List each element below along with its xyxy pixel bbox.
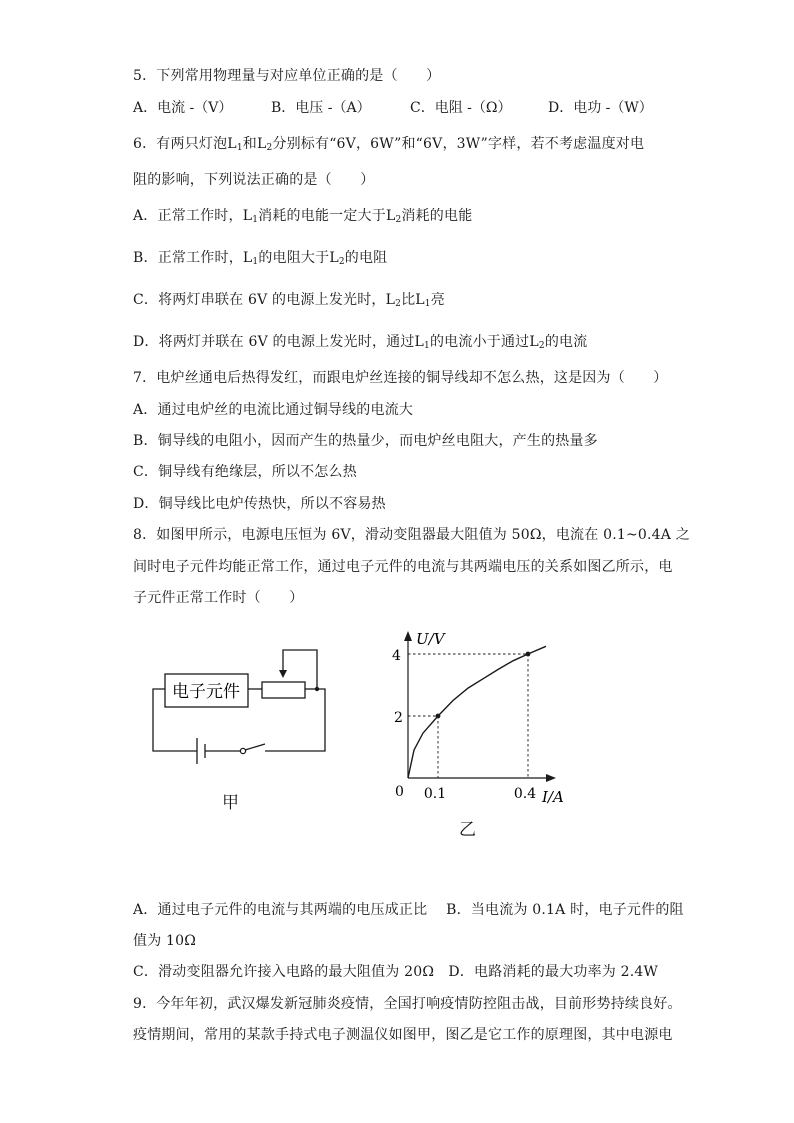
- switch-lever: [245, 744, 265, 750]
- x-axis-arrow: [546, 774, 556, 782]
- u-i-curve: [408, 646, 546, 778]
- q5-stem: 5．下列常用物理量与对应单位正确的是（ ）: [133, 68, 441, 84]
- q5-option-a: A．电流 -（V）: [133, 100, 233, 116]
- q8-option-cd: C．滑动变阻器允许接入电路的最大阻值为 20Ω D．电路消耗的最大功率为 2.4W: [133, 964, 659, 980]
- q6-option-a: A．正常工作时，$L_1$消耗的电能一定大于$L_2$消耗的电能: [133, 208, 473, 225]
- origin-label: 0: [395, 784, 404, 800]
- q6-stem-line2: 阻的影响，下列说法正确的是（ ）: [133, 172, 375, 188]
- x-tick-label-0.1: 0.1: [423, 786, 447, 802]
- q7-option-c: C．铜导线有绝缘层，所以不怎么热: [133, 464, 357, 480]
- circuit-diagram: [145, 640, 335, 770]
- q5-option-d: D．电功 -（W）: [548, 100, 653, 116]
- component-label: 电子元件: [172, 682, 240, 702]
- q8-option-ab-line2: 值为 10Ω: [133, 933, 197, 949]
- x-tick-label-0.4: 0.4: [513, 786, 537, 802]
- q7-option-a: A．通过电炉丝的电流比通过铜导线的电流大: [133, 402, 414, 418]
- q8-option-ab-line1: A．通过电子元件的电流与其两端的电压成正比 B．当电流为 0.1A 时，电子元件的阻: [133, 902, 684, 918]
- x-axis-label: I/A: [542, 788, 564, 806]
- y-axis-arrow: [404, 631, 412, 641]
- q5-option-b: B．电压 -（A）: [271, 100, 371, 116]
- q9-stem-line1: 9．今年年初，武汉爆发新冠肺炎疫情，全国打响疫情防控阻击战，目前形势持续良好。: [133, 996, 682, 1012]
- q8-stem-line2: 间时电子元件均能正常工作，通过电子元件的电流与其两端电压的关系如图乙所示，电: [133, 559, 673, 575]
- q7-option-d: D．铜导线比电炉传热快，所以不容易热: [133, 496, 386, 512]
- q7-option-b: B．铜导线的电阻小，因而产生的热量少，而电炉丝电阻大，产生的热量多: [133, 433, 598, 449]
- marked-point-0: [436, 714, 441, 719]
- marked-point-1: [526, 652, 531, 657]
- rheostat-body: [262, 682, 305, 698]
- q6-option-c: C．将两灯串联在 6V 的电源上发光时，$L_2$比$L_1$亮: [133, 292, 445, 309]
- y-tick-label-2: 2: [394, 710, 403, 726]
- q8-stem-line3: 子元件正常工作时（ ）: [133, 590, 304, 606]
- q6-option-d: D．将两灯并联在 6V 的电源上发光时，通过$L_1$的电流小于通过$L_2$的电流: [133, 334, 588, 351]
- q6-stem-line1: 6．有两只灯泡$L_1$和$L_2$分别标有“6V，6W”和“6V，3W”字样，若不考虑温度对电: [133, 136, 645, 153]
- ui-graph: [380, 625, 590, 810]
- q6-option-b: B．正常工作时，$L_1$的电阻大于$L_2$的电阻: [133, 250, 388, 267]
- q5-option-c: C．电阻 -（Ω）: [410, 100, 512, 116]
- switch-contact: [240, 748, 245, 753]
- circuit-figure-label: 甲: [222, 793, 239, 813]
- junction-dot: [315, 687, 319, 691]
- slider-arrow: [279, 670, 287, 678]
- graph-figure-label: 乙: [459, 820, 476, 840]
- y-axis-label: U/V: [416, 630, 445, 648]
- y-tick-label-4: 4: [392, 648, 401, 664]
- q7-stem: 7．电炉丝通电后热得发红，而跟电炉丝连接的铜导线却不怎么热，这是因为（ ）: [133, 370, 668, 386]
- q8-stem-line1: 8．如图甲所示，电源电压恒为 6V，滑动变阻器最大阻值为 50Ω，电流在 0.1~0.4A 之: [133, 527, 690, 543]
- q9-stem-line2: 疫情期间，常用的某款手持式电子测温仪如图甲，图乙是它工作的原理图，其中电源电: [133, 1027, 673, 1043]
